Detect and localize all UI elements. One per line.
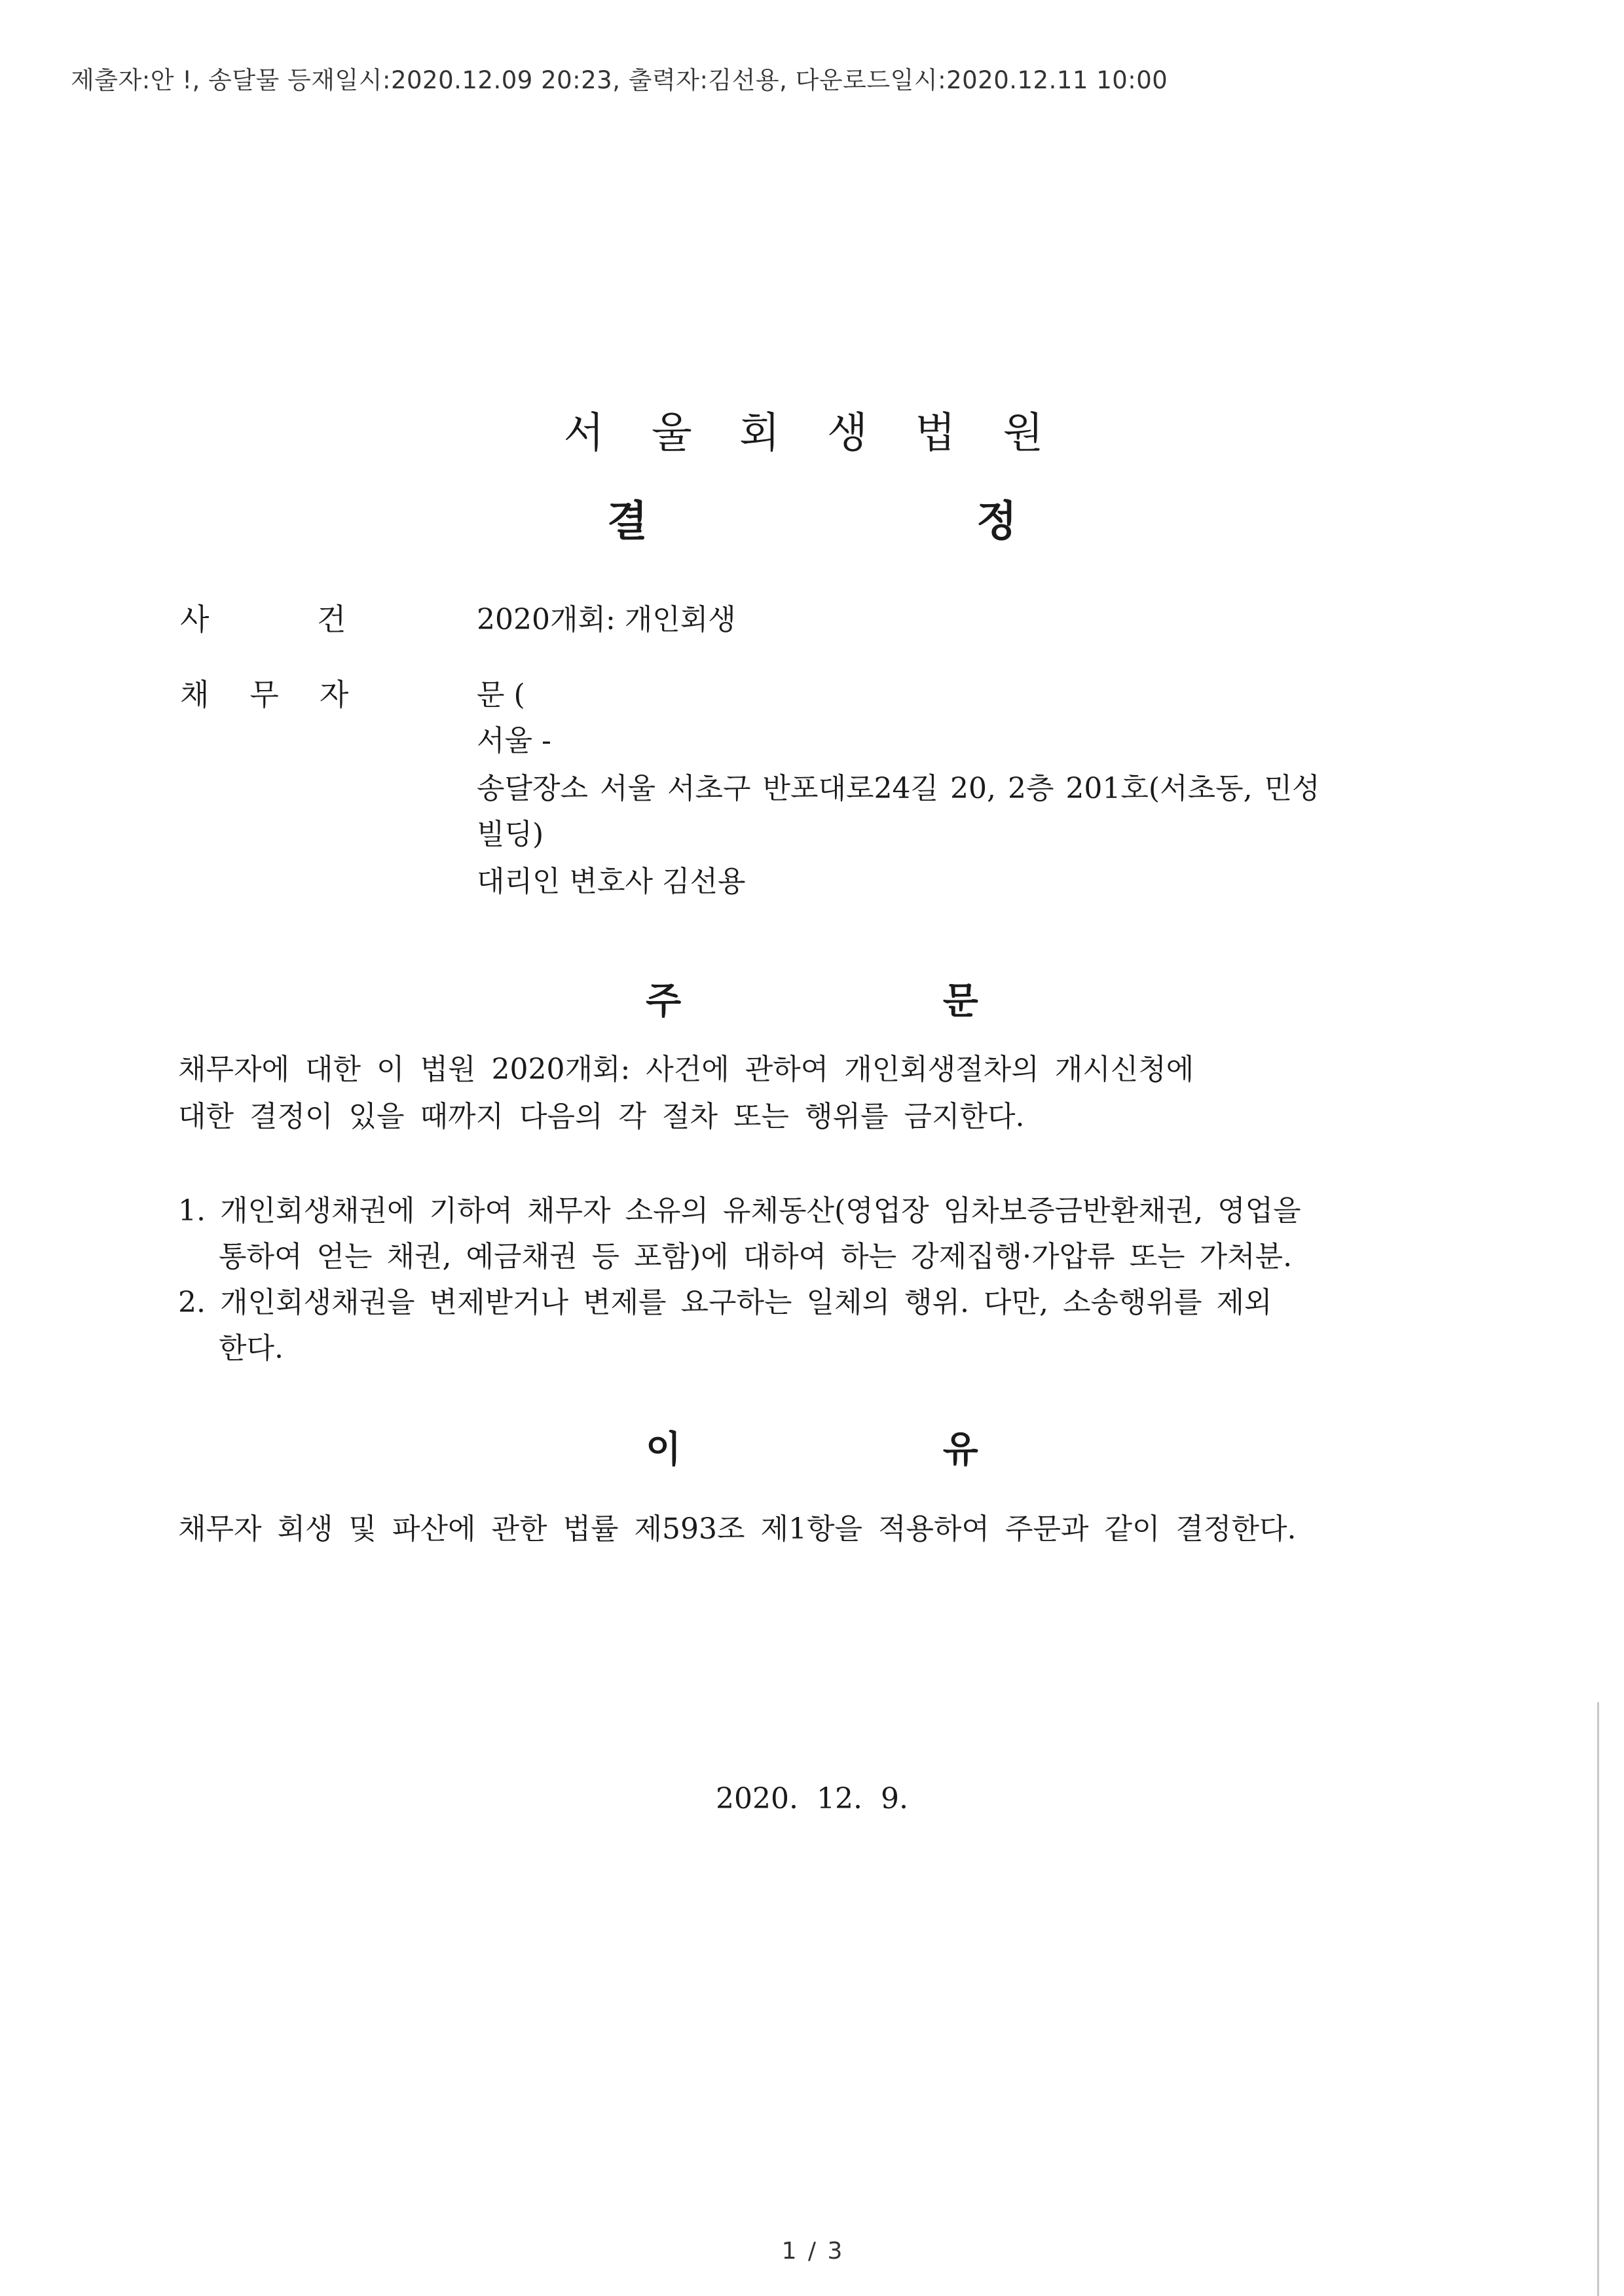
submission-info-header: 제출자:안 !, 송달물 등재일시:2020.12.09 20:23, 출력자:김선용, 다운로드일시:2020.12.11 10:00 bbox=[71, 66, 1168, 94]
order-section-title: 주 문 bbox=[646, 980, 1103, 1023]
page-number: 1 / 3 bbox=[781, 2238, 843, 2265]
order-item bbox=[178, 1188, 1422, 1280]
debtor-agent: 대리인 변호사 김선용 bbox=[477, 865, 746, 898]
case-label: 사 건 bbox=[180, 602, 346, 637]
order-item bbox=[178, 1280, 1422, 1372]
order-item-line: 한다. bbox=[219, 1332, 284, 1365]
decision-date: 2020. 12. 9. bbox=[716, 1782, 908, 1815]
order-paragraph-line: 대한 결정이 있을 때까지 다음의 각 절차 또는 행위를 금지한다. bbox=[178, 1100, 1025, 1133]
order-paragraph-line: 채무자에 대한 이 법원 2020개회: 사건에 관하여 개인회생절차의 개시신청에 bbox=[178, 1053, 1194, 1086]
debtor-label: 채무자 bbox=[180, 677, 390, 712]
debtor-name: 문 ( bbox=[477, 678, 525, 712]
delivery-address-continued: 빌딩) bbox=[477, 818, 544, 851]
court-name: 서 울 회 생 법 원 bbox=[563, 409, 1061, 458]
case-number: 2020개회: 개인회생 bbox=[477, 603, 736, 636]
order-item-line: 2. 개인회생채권을 변제받거나 변제를 요구하는 일체의 행위. 다만, 소송행위를 제외 bbox=[178, 1286, 1272, 1319]
scan-edge-line bbox=[1597, 1702, 1599, 2296]
order-item-line: 1. 개인회생채권에 기하여 채무자 소유의 유체동산(영업장 임차보증금반환채권, 영업을 bbox=[178, 1194, 1301, 1228]
reason-section-title: 이 유 bbox=[646, 1429, 1103, 1471]
order-paragraph bbox=[178, 1046, 1422, 1140]
reason-paragraph: 채무자 회생 및 파산에 관한 법률 제593조 제1항을 적용하여 주문과 같이 결정한다. bbox=[178, 1512, 1297, 1546]
delivery-address: 송달장소 서울 서초구 반포대로24길 20, 2층 201호(서초동, 민성 bbox=[477, 772, 1320, 805]
document-title: 결 정 bbox=[607, 498, 1174, 546]
debtor-address: 서울 - bbox=[477, 724, 551, 757]
order-item-line: 통하여 얻는 채권, 예금채권 등 포함)에 대하여 하는 강제집행·가압류 또는 가처분. bbox=[219, 1240, 1293, 1273]
